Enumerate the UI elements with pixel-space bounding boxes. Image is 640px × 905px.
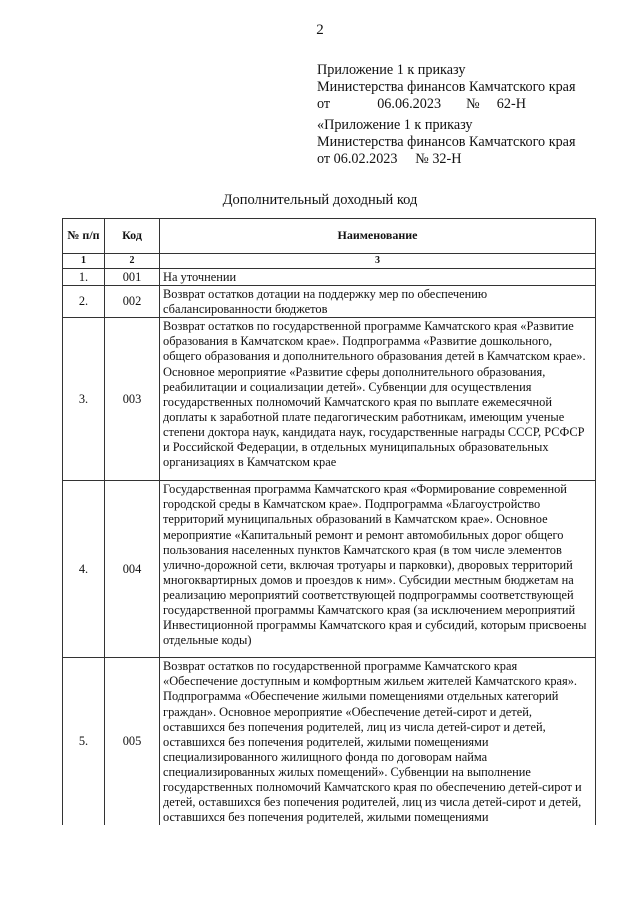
row-code: 002 <box>105 286 160 318</box>
column-number: 2 <box>105 254 160 269</box>
table-row <box>63 286 596 318</box>
row-code: 005 <box>105 658 160 826</box>
header-num: № п/п <box>63 219 105 254</box>
row-num: 3. <box>63 318 105 481</box>
row-name: Возврат остатков дотации на поддержку мер по обеспечению сбалансированности бюджетов <box>160 286 596 318</box>
page-number: 2 <box>316 22 324 38</box>
column-number: 3 <box>160 254 596 269</box>
header-name: Наименование <box>160 219 596 254</box>
row-code: 003 <box>105 318 160 481</box>
header-code: Код <box>105 219 160 254</box>
annex-current-line1: Приложение 1 к приказу <box>317 62 466 78</box>
table-row <box>63 481 596 658</box>
row-num: 1. <box>63 269 105 286</box>
row-code: 004 <box>105 481 160 658</box>
annex-previous-line1: «Приложение 1 к приказу <box>317 117 473 133</box>
order-number: 62-Н <box>496 96 526 112</box>
column-number: 1 <box>63 254 105 269</box>
annex-previous-line2: Министерства финансов Камчатского края <box>317 134 576 150</box>
from-label: от <box>317 96 331 112</box>
annex-previous <box>317 117 576 168</box>
income-codes-table <box>62 218 596 825</box>
annex-previous-line3: от 06.02.2023 № 32-Н <box>317 151 462 167</box>
row-num: 2. <box>63 286 105 318</box>
row-code: 001 <box>105 269 160 286</box>
row-name: Возврат остатков по государственной программе Камчатского края «Развитие образования в Камчатском крае». Подпрограмма «Развитие дошкольного, общего образования и дополнительного образования детей в Камчатском крае». Основное мероприятие «Развитие сферы дополнительного образования, реабилитации и социализации детей». Субвенции для осуществления государственных полномочий Камчатского края по выплате ежемесячной доплаты к заработной плате педагогическим работникам, имеющим ученые степени доктора наук, кандидата наук, государственные награды СССР, РСФСР и Российской Федерации, в отдельных муниципальных образовательных организациях в Камчатском крае <box>160 318 596 481</box>
table-row <box>63 269 596 286</box>
annex-current-date-line <box>317 96 576 113</box>
order-date: 06.06.2023 <box>377 96 442 112</box>
table-header-row <box>63 219 596 254</box>
row-name: Государственная программа Камчатского края «Формирование современной городской среды в Камчатском крае». Подпрограмма «Благоустройство территорий муниципальных образований в Камчатском крае». Основное мероприятие «Капитальный ремонт и ремонт автомобильных дорог общего пользования населенных пунктов Камчатского края (в том числе элементов улично-дорожной сети, включая тротуары и парковки), дворовых территорий многоквартирных домов и проездов к ним». Субсидии местным бюджетам на реализацию мероприятий соответствующей подпрограммы соответствующей государственной программы Камчатского края (за исключением мероприятий Инвестиционной программы Камчатского края и субсидий, которым присвоены отдельные коды) <box>160 481 596 658</box>
annex-current-line2: Министерства финансов Камчатского края <box>317 79 576 95</box>
row-num: 5. <box>63 658 105 826</box>
row-name: На уточнении <box>160 269 596 286</box>
document-title: Дополнительный доходный код <box>222 192 418 208</box>
table-row <box>63 658 596 826</box>
annex-current <box>317 62 576 113</box>
table-row <box>63 318 596 481</box>
column-number-row <box>63 254 596 269</box>
number-label: № <box>466 96 480 112</box>
row-name: Возврат остатков по государственной программе Камчатского края «Обеспечение доступным и комфортным жильем жителей Камчатского края». Подпрограмма «Обеспечение жилыми помещениями отдельных категорий граждан». Основное мероприятие «Обеспечение детей-сирот и детей, оставшихся без попечения родителей, лиц из числа детей-сирот и детей, оставшихся без попечения родителей, жилыми помещениями специализированного жилищного фонда по договорам найма специализированных жилых помещений». Субвенции на выполнение государственных полномочий Камчатского края по обеспечению детей-сирот и детей, оставшихся без попечения родителей, лиц из числа детей-сирот и детей, оставшихся без попечения родителей, жилыми помещениями <box>160 658 596 826</box>
row-num: 4. <box>63 481 105 658</box>
